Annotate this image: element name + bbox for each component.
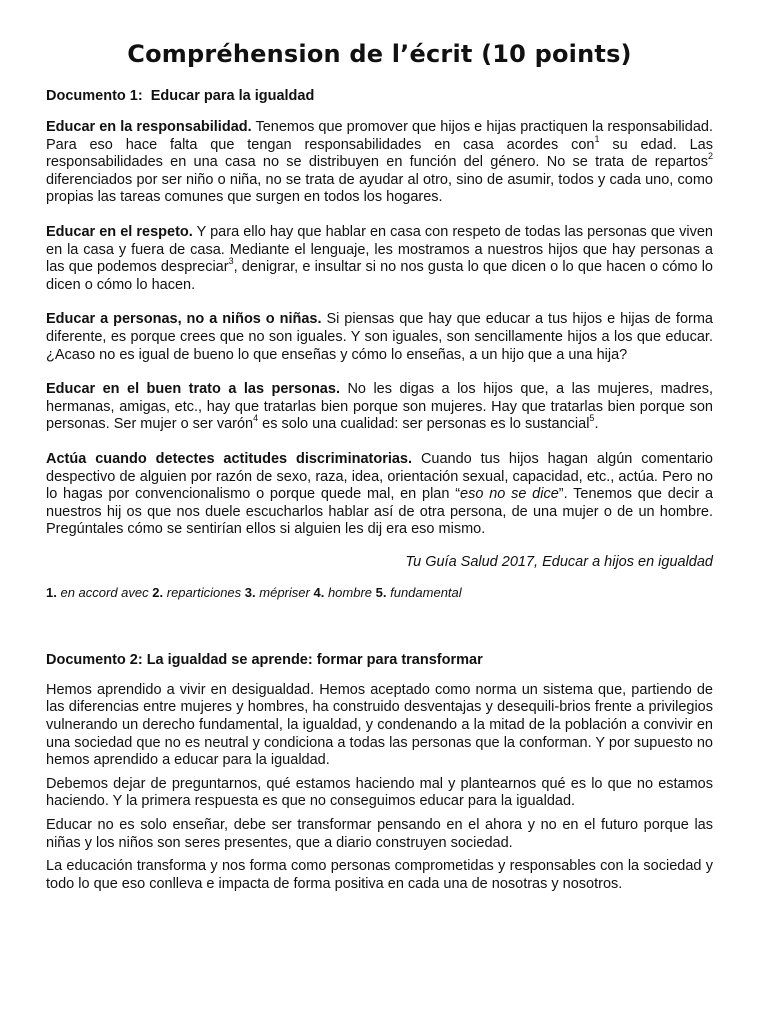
footnotes: 1. en accord avec 2. reparticiones 3. mépriser 4. hombre 5. fundamental (46, 584, 462, 600)
document-page (46, 40, 713, 893)
document-2-title: La igualdad se aprende: formar para transformar (146, 651, 483, 668)
footnote-ref: 5 (589, 413, 595, 424)
source-attribution: Tu Guía Salud 2017, Educar a hijos en igualdad (405, 553, 713, 570)
paragraph-buen-trato: Educar en el buen trato a las personas. No les digas a los hijos que, a las mujeres, madres, hermanas, amigas, etc., hay que tratarlas bien porque son mujeres. Hay que tratarlas bien porque son personas. Ser mujer o ser varón$^4$ es solo una cualidad: ser personas es lo sustancial$^5$. (46, 381, 714, 433)
paragraph-discriminatorias: Actúa cuando detectes actitudes discriminatorias. Cuando tus hijos hagan algún comentario despectivo de alguien por razón de sexo, raza, idea, orientación sexual, capacidad, etc., actúa. Pero no lo hagas por convencionalismo o porque quede mal, en plan “eso no se dice”. Tenemos que decir a nuestros hij os que nos duele escucharlos hablar así de otra persona, de una mujer o de un hombre. Pregúntales cómo se sentirían ellos si alguien les dij era eso mismo. (46, 450, 714, 538)
paragraph-respeto: Educar en el respeto. Y para ello hay que hablar en casa con respeto de todas las personas que viven en la casa y fuera de casa. Mediante el lenguaje, les mostramos a nuestros hijos que hay personas a las que podemos despreciar$^3$, denigrar, e insultar si no nos gusta lo que dicen o lo que hacen o cómo lo dicen o cómo lo hacen. (46, 223, 713, 293)
paragraph-doc2: Educar no es solo enseñar, debe ser transformar pensando en el ahora y no en el futuro porque las niñas y los niños son seres presentes, que a diario construyen sociedad. (46, 817, 713, 851)
document-2-label: Documento 2 (46, 651, 138, 668)
page-title: Compréhension de l’écrit (10 points) (127, 40, 632, 68)
paragraph-doc2: Debemos dejar de preguntarnos, qué estamos haciendo mal y plantearnos qué es lo que no estamos haciendo. Y la primera respuesta es que no conseguimos educar para la igualdad. (46, 775, 713, 810)
document-2-heading: Documento 2: La igualdad se aprende: formar para transformar (46, 651, 483, 668)
document-1-title: Educar para la igualdad (150, 88, 315, 104)
footnote-ref: 3 (228, 256, 234, 267)
paragraph-doc2: La educación transforma y nos forma como personas comprometidas y responsables con la sociedad y todo lo que eso conlleva e impacta de forma positiva en cada una de nosotras y nosotros. (46, 858, 713, 892)
footnote-ref: 1 (594, 133, 600, 144)
paragraph-personas: Educar a personas, no a niños o niñas. Si piensas que hay que educar a tus hijos e hijas de forma diferente, es porque crees que no son iguales. Y son iguales, son sencillamente hijos a los que educar. ¿Acaso no es igual de bueno lo que enseñas y cómo lo enseñas, a un hijo que a una hija? (46, 311, 713, 363)
paragraph-doc2: Hemos aprendido a vivir en desigualdad. Hemos aceptado como norma un sistema que, partiendo de las diferencias entre mujeres y hombres, ha construido desventajas y desequili-brios frente a privilegios vulnerando un derecho fundamental, la igualdad, y condenando a la mitad de la población a convivir en una sociedad que no es neutral y condiciona a todas las personas que la conforman. Y por supuesto no hemos aprendido a educar para la igualdad. (46, 681, 713, 769)
paragraph-responsabilidad: Educar en la responsabilidad. Tenemos que promover que hijos e hijas practiquen la responsabilidad. Para eso hace falta que tengan responsabilidades en casa acordes con$^1$ su edad. Las responsabilidades en una casa no se distribuyen en función del género. No se trata de repartos$^2$ diferenciados por ser niño o niña, no se trata de ayudar al otro, sino de asumir, todos y cada uno, como propias las tareas comunes que surgen en todos los hogares. (46, 119, 714, 206)
document-1-label: Documento 1: (46, 88, 143, 104)
footnote-ref: 4 (253, 413, 259, 424)
document-1-heading (46, 88, 713, 104)
footnote-ref: 2 (707, 151, 713, 162)
